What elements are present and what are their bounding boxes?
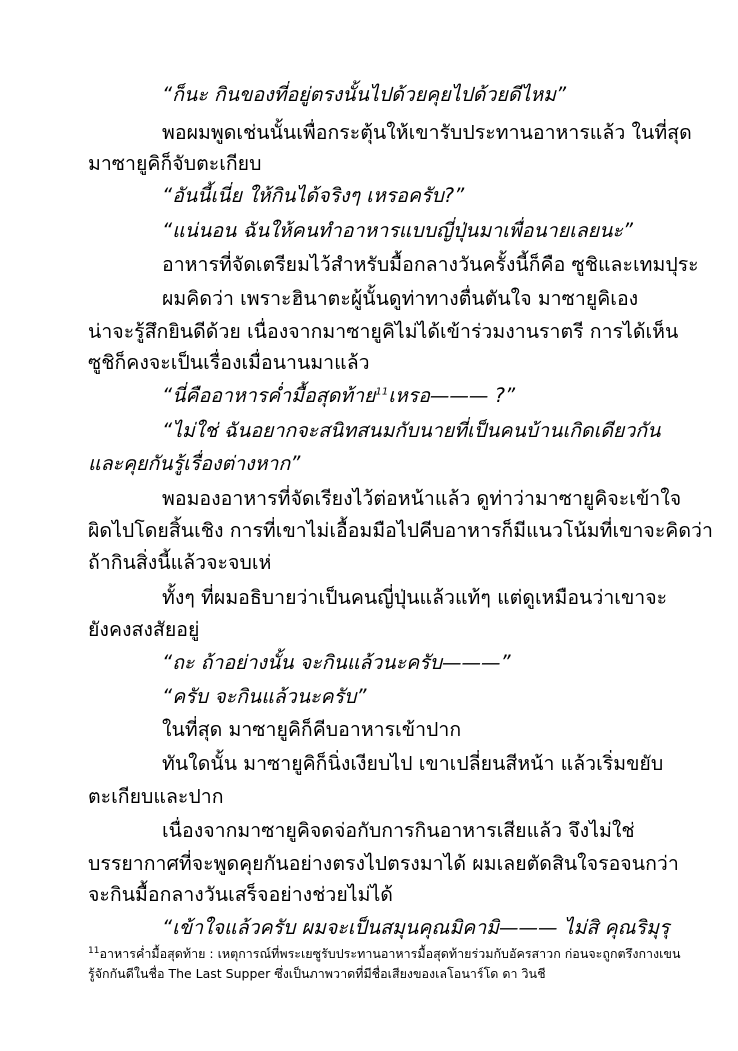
footnote-text: อาหารค่ำมื้อสุดท้าย : เหตุการณ์ที่พระเยซูรับประทานอาหารมื้อสุดท้ายร่วมกับอัครสาวก ก่อนจะถูกตรึงกางเขน xyxy=(99,946,681,961)
paragraph-line: ผมคิดว่า เพราะฮินาตะผู้นั้นดูท่าทางตื่นตันใจ มาซายูคิเอง xyxy=(162,287,639,310)
paragraph-line: ทั้งๆ ที่ผมอธิบายว่าเป็นคนญี่ปุ่นแล้วแท้ๆ แต่ดูเหมือนว่าเขาจะ xyxy=(162,586,668,609)
dialogue-line: “อันนี้เนี่ย ให้กินได้จริงๆ เหรอครับ?” xyxy=(162,184,465,207)
paragraph-line: ทันใดนั้น มาซายูคิก็นิ่งเงียบไป เขาเปลี่ยนสีหน้า แล้วเริ่มขยับ xyxy=(162,752,664,775)
paragraph-line: ยังคงสงสัยอยู่ xyxy=(88,618,200,641)
paragraph-line: พอมองอาหารที่จัดเรียงไว้ต่อหน้าแล้ว ดูท่าว่ามาซายูคิจะเข้าใจ xyxy=(162,487,682,510)
dialogue-text: เหรอ——— ?” xyxy=(388,384,516,407)
paragraph-line: ตะเกียบและปาก xyxy=(88,785,224,808)
dialogue-line: “ครับ จะกินแล้วนะครับ” xyxy=(162,685,367,708)
paragraph-line: น่าจะรู้สึกยินดีด้วย เนื่องจากมาซายูคิไม่ได้เข้าร่วมงานราตรี การได้เห็น xyxy=(88,320,679,343)
footnote xyxy=(88,944,681,963)
dialogue-line: “แน่นอน ฉันให้คนทำอาหารแบบญี่ปุ่นมาเพื่อนายเลยนะ” xyxy=(162,219,634,242)
paragraph-line: อาหารที่จัดเตรียมไว้สำหรับมื้อกลางวันครั้งนี้ก็คือ ซูชิและเทมปุระ xyxy=(162,253,699,276)
paragraph-line: ถ้ากินสิ่งนี้แล้วจะจบเห่ xyxy=(88,551,272,574)
paragraph-line: บรรยากาศที่จะพูดคุยกันอย่างตรงไปตรงมาได้ ผมเลยตัดสินใจรอจนกว่า xyxy=(88,852,679,875)
paragraph-line: จะกินมื้อกลางวันเสร็จอย่างช่วยไม่ได้ xyxy=(88,883,393,906)
dialogue-line xyxy=(162,381,650,411)
dialogue-text: “นี่คืออาหารค่ำมื้อสุดท้าย xyxy=(162,384,376,407)
dialogue-line: “ไม่ใช่ ฉันอยากจะสนิทสนมกับนายที่เป็นคนบ้านเกิดเดียวกัน xyxy=(162,419,661,442)
paragraph-line: ในที่สุด มาซายูคิก็คีบอาหารเข้าปาก xyxy=(162,718,462,741)
paragraph-line: มาซายูคิก็จับตะเกียบ xyxy=(88,152,262,175)
dialogue-line: “เข้าใจแล้วครับ ผมจะเป็นสมุนคุณมิคามิ——— ไม่สิ คุณริมุรุ xyxy=(162,916,670,939)
footnote-number: 11 xyxy=(88,945,100,956)
footnote-continuation: รู้จักกันดีในชื่อ The Last Supper ซึ่งเป็นภาพวาดที่มีชื่อเสียงของเลโอนาร์โด ดา วินชี xyxy=(88,966,546,981)
paragraph-line: เนื่องจากมาซายูคิจดจ่อกับการกินอาหารเสียแล้ว จึงไม่ใช่ xyxy=(162,819,635,842)
dialogue-line: “ถะ ถ้าอย่างนั้น จะกินแล้วนะครับ———” xyxy=(162,651,511,674)
paragraph-line: ผิดไปโดยสิ้นเชิง การที่เขาไม่เอื้อมมือไปคีบอาหารก็มีแนวโน้มที่เขาจะคิดว่า xyxy=(88,519,713,542)
dialogue-line: และคุยกันรู้เรื่องต่างหาก” xyxy=(88,452,301,475)
dialogue-line: “ก็นะ กินของที่อยู่ตรงนั้นไปด้วยคุยไปด้วยดีไหม” xyxy=(162,83,567,106)
paragraph-line: ซูชิก็คงจะเป็นเรื่องเมื่อนานมาแล้ว xyxy=(88,351,370,374)
paragraph-line: พอผมพูดเช่นนั้นเพื่อกระตุ้นให้เขารับประทานอาหารแล้ว ในที่สุด xyxy=(162,121,692,144)
footnote-reference: 11 xyxy=(375,386,389,398)
